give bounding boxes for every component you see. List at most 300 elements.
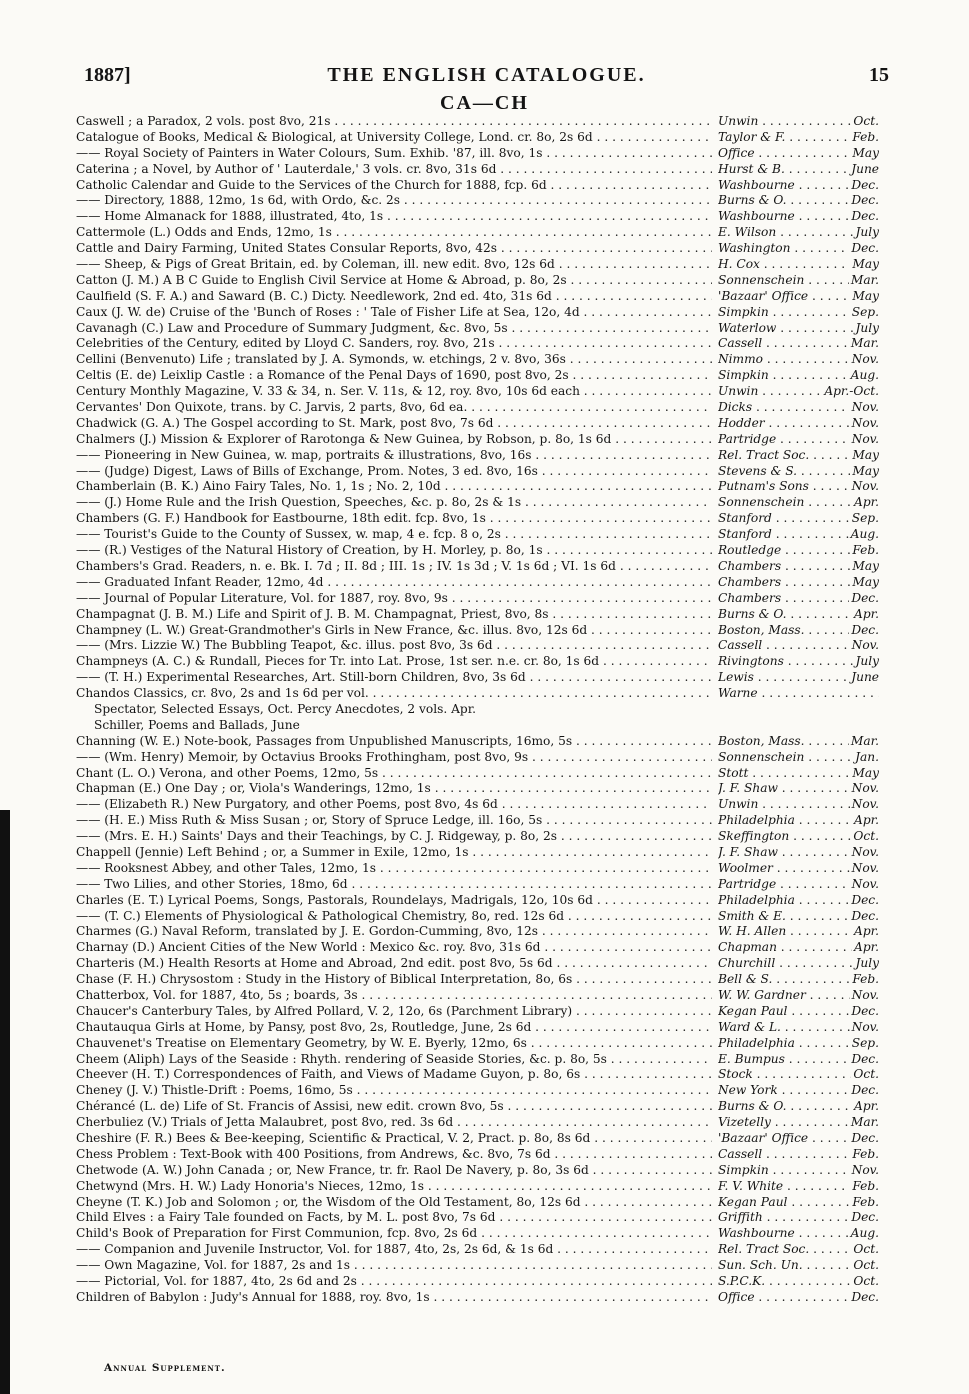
entry-text: Charnay (D.) Ancient Cities of the New World : Mexico &c. roy. 8vo, 31s 6d . . .	[76, 940, 712, 956]
catalogue-entry	[76, 972, 879, 988]
entry-date: Mar.	[850, 1115, 879, 1130]
entry-date: June	[851, 161, 879, 176]
catalogue-entry	[76, 575, 879, 591]
entry-publisher: Nimmo . . .	[718, 352, 879, 368]
catalogue-entry	[76, 368, 879, 384]
entry-date: Nov.	[851, 1162, 879, 1177]
entry-text: —— (T. H.) Experimental Researches, Art. Still-born Children, 8vo, 3s 6d . . .	[76, 670, 712, 686]
entry-publisher: 'Bazaar' Office . . .	[718, 289, 879, 305]
catalogue-entry	[76, 718, 879, 734]
catalogue-entry	[76, 352, 879, 368]
catalogue-entry	[76, 1290, 879, 1306]
entry-date: Aug.	[850, 1226, 879, 1241]
catalogue-entry	[76, 893, 879, 909]
entry-publisher: Chambers . . .	[718, 575, 879, 591]
entry-publisher: Routledge . . .	[718, 543, 879, 559]
entry-publisher: Churchill . . .	[718, 956, 879, 972]
catalogue-entry	[76, 845, 879, 861]
catalogue-entry	[76, 766, 879, 782]
catalogue-entry	[76, 924, 879, 940]
entry-text: Caux (J. W. de) Cruise of the 'Bunch of Roses : ' Tale of Fisher Life at Sea, 12o, 4d . . .	[76, 305, 712, 321]
entry-date: Sep.	[851, 1035, 879, 1050]
entry-date: Dec.	[851, 908, 879, 923]
catalogue-entry	[76, 543, 879, 559]
entry-text: —— (H. E.) Miss Ruth & Miss Susan ; or, Story of Spruce Ledge, ill. 16o, 5s . . .	[76, 813, 712, 829]
entry-text: Cheem (Aliph) Lays of the Seaside : Rhyth. rendering of Seaside Stories, &c. p. 8o, 5s . . .	[76, 1052, 712, 1068]
entry-date: Apr.	[854, 495, 879, 510]
entry-date: July	[855, 320, 879, 335]
catalogue-entry	[76, 1004, 879, 1020]
entry-publisher: Burns & O. . . .	[718, 607, 879, 623]
binding-spine	[0, 810, 10, 1394]
entry-date: Nov.	[851, 431, 879, 446]
entry-text: —— Royal Society of Painters in Water Colours, Sum. Exhib. '87, ill. 8vo, 1s . . .	[76, 146, 712, 162]
entry-publisher: Stanford . . .	[718, 511, 879, 527]
entry-text: Chant (L. O.) Verona, and other Poems, 12mo, 5s . . .	[76, 766, 712, 782]
entry-date: May	[852, 463, 879, 478]
entry-date: Jan.	[855, 749, 879, 764]
catalogue-entry	[76, 1083, 879, 1099]
catalogue-entry	[76, 1036, 879, 1052]
entry-publisher: Skeffington . . .	[718, 829, 879, 845]
entry-publisher: Chambers . . .	[718, 591, 879, 607]
catalogue-entry	[76, 193, 879, 209]
entry-text: Charteris (M.) Health Resorts at Home and Abroad, 2nd edit. post 8vo, 5s 6d . . .	[76, 956, 712, 972]
entry-publisher: J. F. Shaw . . .	[718, 845, 879, 861]
catalogue-entry	[76, 1210, 879, 1226]
entry-publisher: Stott . . .	[718, 766, 879, 782]
entry-date: July	[855, 225, 879, 240]
catalogue-entry	[76, 638, 879, 654]
entry-text: Catholic Calendar and Guide to the Services of the Church for 1888, fcp. 6d . . .	[76, 178, 712, 194]
entry-date: Nov.	[851, 987, 879, 1002]
entry-text: Cattle and Dairy Farming, United States Consular Reports, 8vo, 42s . . .	[76, 241, 712, 257]
catalogue-entry	[76, 654, 879, 670]
entry-text: Chandos Classics, cr. 8vo, 2s and 1s 6d per vol. . . .	[76, 686, 712, 702]
entry-date: Dec.	[851, 241, 879, 256]
entry-publisher: H. Cox . . .	[718, 257, 879, 273]
entry-text: Chauvenet's Treatise on Elementary Geometry, by W. E. Byerly, 12mo, 6s . . .	[76, 1036, 712, 1052]
entry-date: Dec.	[851, 1289, 879, 1304]
entry-date: May	[852, 765, 879, 780]
entry-publisher: Lewis . . .	[718, 670, 879, 686]
catalogue-entry	[76, 321, 879, 337]
catalogue-entry	[76, 797, 879, 813]
catalogue-entry	[76, 162, 879, 178]
entry-text: Cheyne (T. K.) Job and Solomon ; or, the Wisdom of the Old Testament, 8o, 12s 6d . . .	[76, 1195, 712, 1211]
catalogue-entry	[76, 909, 879, 925]
entry-date: Dec.	[851, 1131, 879, 1145]
entry-date: Nov.	[851, 479, 879, 494]
entry-publisher: Office . . .	[718, 1290, 879, 1306]
catalogue-entry	[76, 289, 879, 305]
catalogue-entry	[76, 781, 879, 797]
entry-publisher: Bell & S. . . .	[718, 972, 879, 988]
entry-date: Dec.	[851, 193, 879, 208]
entry-publisher: Sun. Sch. Un. . . .	[718, 1258, 879, 1274]
entry-date: July	[855, 956, 879, 971]
header-title: THE ENGLISH CATALOGUE.	[327, 64, 646, 86]
entry-date: Feb.	[852, 1178, 879, 1193]
entry-text: —— (Judge) Digest, Laws of Bills of Exchange, Prom. Notes, 3 ed. 8vo, 16s . . .	[76, 464, 712, 480]
entry-text: Chalmers (J.) Mission & Explorer of Rarotonga & New Guinea, by Robson, p. 8o, 1s 6d . . .	[76, 432, 712, 448]
entry-publisher: Cassell . . .	[718, 1147, 879, 1163]
entry-text: Chapman (E.) One Day ; or, Viola's Wanderings, 12mo, 1s . . .	[76, 781, 712, 797]
entry-date: Feb.	[852, 972, 879, 987]
catalogue-entry	[76, 495, 879, 511]
entry-publisher: Kegan Paul . . .	[718, 1195, 879, 1211]
entry-text: Charmes (G.) Naval Reform, translated by J. E. Gordon-Cumming, 8vo, 12s . . .	[76, 924, 712, 940]
entry-text: Cheshire (F. R.) Bees & Bee-keeping, Scientific & Practical, V. 2, Pract. p. 8o, 8s 6d . . .	[76, 1131, 712, 1147]
entry-date: Mar.	[850, 336, 879, 351]
entry-text: —— (Mrs. Lizzie W.) The Bubbling Teapot, &c. illus. post 8vo, 3s 6d . . .	[76, 638, 712, 654]
entry-date: Oct.	[853, 1274, 879, 1289]
catalogue-entry	[76, 940, 879, 956]
entry-publisher: Kegan Paul . . .	[718, 1004, 879, 1020]
catalogue-entry	[76, 305, 879, 321]
catalogue-entry	[76, 178, 879, 194]
entry-date: Apr.	[854, 924, 879, 939]
page-header	[84, 64, 889, 92]
catalogue-entry	[76, 559, 879, 575]
entry-text: Charles (E. T.) Lyrical Poems, Songs, Pastorals, Roundelays, Madrigals, 12o, 10s 6d . . .	[76, 893, 712, 909]
entry-text: Champagnat (J. B. M.) Life and Spirit of J. B. M. Champagnat, Priest, 8vo, 8s . . .	[76, 607, 712, 623]
entry-text: Caswell ; a Paradox, 2 vols. post 8vo, 21s . . .	[76, 114, 712, 130]
entry-publisher: E. Bumpus . . .	[718, 1052, 879, 1068]
entry-date: May	[852, 574, 879, 589]
entry-text: Caterina ; a Novel, by Author of ' Lauterdale,' 3 vols. cr. 8vo, 31s 6d . . .	[76, 162, 712, 178]
catalogue-entry	[76, 607, 879, 623]
entry-publisher: Burns & O. . . .	[718, 193, 879, 209]
catalogue-entry	[76, 114, 879, 130]
catalogue-entry	[76, 702, 879, 718]
entry-publisher: Sonnenschein . . .	[718, 273, 879, 289]
entry-date: Dec.	[851, 622, 879, 637]
catalogue-entry	[76, 400, 879, 416]
entry-date: Dec.	[851, 1210, 879, 1225]
entry-text: —— Two Lilies, and other Stories, 18mo, 6d . . .	[76, 877, 712, 893]
entry-date: Nov.	[851, 876, 879, 891]
entry-publisher: F. V. White . . .	[718, 1179, 879, 1195]
entry-publisher: Partridge . . .	[718, 877, 879, 893]
catalogue-entry	[76, 273, 879, 289]
entry-date: Oct.	[853, 1242, 879, 1257]
catalogue-entry	[76, 1195, 879, 1211]
entry-text: —— Companion and Juvenile Instructor, Vol. for 1887, 4to, 2s, 2s 6d, & 1s 6d . . .	[76, 1242, 712, 1258]
entry-text: Catton (J. M.) A B C Guide to English Civil Service at Home & Abroad, p. 8o, 2s . . .	[76, 273, 712, 289]
entry-date: Apr.	[854, 606, 879, 621]
entry-publisher: Office . . .	[718, 146, 879, 162]
entry-text: Celtis (E. de) Leixlip Castle : a Romance of the Penal Days of 1690, post 8vo, 2s . . .	[76, 368, 712, 384]
entry-publisher: Stevens & S. . . .	[718, 464, 879, 480]
catalogue-entry	[76, 130, 879, 146]
entry-text: Chetwode (A. W.) John Canada ; or, New France, tr. fr. Raol De Navery, p. 8o, 3s 6d . . .	[76, 1163, 712, 1179]
entry-date: Nov.	[851, 638, 879, 653]
catalogue-entry	[76, 670, 879, 686]
entry-publisher: E. Wilson . . .	[718, 225, 879, 241]
catalogue-entry	[76, 686, 879, 702]
catalogue-entry	[76, 336, 879, 352]
entry-date: Dec.	[851, 1003, 879, 1018]
entry-publisher: Rel. Tract Soc. . . .	[718, 448, 879, 464]
catalogue-entry	[76, 511, 879, 527]
entry-date: Nov.	[851, 1019, 879, 1034]
entry-text: Chérancé (L. de) Life of St. Francis of Assisi, new edit. crown 8vo, 5s . . .	[76, 1099, 712, 1115]
entry-publisher: Waterlow . . .	[718, 321, 879, 337]
entry-date: Mar.	[850, 272, 879, 287]
entry-publisher: Simpkin . . .	[718, 305, 879, 321]
entry-text: —— (Mrs. E. H.) Saints' Days and their Teachings, by C. J. Ridgeway, p. 8o, 2s . . .	[76, 829, 712, 845]
footer-note: Annual Supplement.	[104, 1362, 226, 1374]
entry-text: —— Sheep, & Pigs of Great Britain, ed. by Coleman, ill. new edit. 8vo, 12s 6d . . .	[76, 257, 712, 273]
entry-date: Nov.	[851, 352, 879, 367]
entry-publisher: Boston, Mass. . . .	[718, 734, 879, 750]
entry-text: Champneys (A. C.) & Rundall, Pieces for Tr. into Lat. Prose, 1st ser. n.e. cr. 8o, 1s 6d . . .	[76, 654, 712, 670]
entry-date: Nov.	[851, 797, 879, 812]
catalogue-entry	[76, 1052, 879, 1068]
entry-date: May	[852, 257, 879, 272]
entry-text: —— Journal of Popular Literature, Vol. for 1887, roy. 8vo, 9s . . .	[76, 591, 712, 607]
entry-publisher: Unwin . . .	[718, 114, 879, 130]
entry-publisher: W. H. Allen . . .	[718, 924, 879, 940]
header-year: 1887]	[84, 64, 131, 86]
entry-publisher: Washbourne . . .	[718, 178, 879, 194]
entry-publisher: Philadelphia . . .	[718, 813, 879, 829]
entry-publisher: Cassell . . .	[718, 638, 879, 654]
entry-text: Chetwynd (Mrs. H. W.) Lady Honoria's Nieces, 12mo, 1s . . .	[76, 1179, 712, 1195]
entry-text: Children of Babylon : Judy's Annual for 1888, roy. 8vo, 1s . . .	[76, 1290, 712, 1306]
entry-date: Apr.-Oct.	[824, 384, 879, 399]
entry-date: Mar.	[850, 733, 879, 748]
entry-date: Dec.	[851, 892, 879, 907]
entry-publisher: Unwin . . .	[718, 384, 879, 400]
entry-publisher: Stock . . .	[718, 1067, 879, 1083]
entry-publisher: Dicks . . .	[718, 400, 879, 416]
entry-date: Feb.	[852, 1146, 879, 1161]
entry-publisher: Simpkin . . .	[718, 368, 879, 384]
entry-date: Oct.	[853, 1258, 879, 1273]
entry-publisher: Rivingtons . . .	[718, 654, 879, 670]
entry-publisher: Washbourne . . .	[718, 1226, 879, 1242]
entry-date: May	[852, 288, 879, 303]
entry-date: Dec.	[851, 590, 879, 605]
entry-text: Cheever (H. T.) Correspondences of Faith, and Views of Madame Guyon, p. 8o, 6s . . .	[76, 1067, 712, 1083]
entry-publisher: J. F. Shaw . . .	[718, 781, 879, 797]
entry-publisher: Chambers . . .	[718, 559, 879, 575]
entry-text: Champney (L. W.) Great-Grandmother's Girls in New France, &c. illus. 8vo, 12s 6d . . .	[76, 623, 712, 639]
entry-date: Nov.	[851, 400, 879, 415]
entry-text: Chess Problem : Text-Book with 400 Positions, from Andrews, &c. 8vo, 7s 6d . . .	[76, 1147, 712, 1163]
entry-publisher: Stanford . . .	[718, 527, 879, 543]
entry-text: —— Graduated Infant Reader, 12mo, 4d . . .	[76, 575, 712, 591]
entry-publisher: W. W. Gardner . . .	[718, 988, 879, 1004]
entry-date: Oct.	[853, 114, 879, 128]
catalogue-entry	[76, 225, 879, 241]
catalogue-entry	[76, 1179, 879, 1195]
catalogue-entry	[76, 1242, 879, 1258]
catalogue-entry	[76, 829, 879, 845]
catalogue-entry	[76, 1099, 879, 1115]
catalogue-entry	[76, 1131, 879, 1147]
entry-text: Cervantes' Don Quixote, trans. by C. Jarvis, 2 parts, 8vo, 6d ea. . . .	[76, 400, 712, 416]
entry-text: Chadwick (G. A.) The Gospel according to St. Mark, post 8vo, 7s 6d . . .	[76, 416, 712, 432]
entry-text: Chatterbox, Vol. for 1887, 4to, 5s ; boards, 3s . . .	[76, 988, 712, 1004]
catalogue-entry	[76, 1226, 879, 1242]
entry-text: —— (Elizabeth R.) New Purgatory, and other Poems, post 8vo, 4s 6d . . .	[76, 797, 712, 813]
catalogue-entry	[76, 241, 879, 257]
entry-date: Dec.	[851, 1083, 879, 1098]
entry-publisher: Woolmer . . .	[718, 861, 879, 877]
catalogue-entry	[76, 1020, 879, 1036]
catalogue-list	[76, 114, 879, 1306]
entry-text: Chamberlain (B. K.) Aino Fairy Tales, No. 1, 1s ; No. 2, 10d . . .	[76, 479, 712, 495]
entry-date: Dec.	[851, 1051, 879, 1066]
entry-text: —— Home Almanack for 1888, illustrated, 4to, 1s . . .	[76, 209, 712, 225]
entry-date: May	[852, 558, 879, 573]
catalogue-entry	[76, 432, 879, 448]
entry-text: Cheney (J. V.) Thistle-Drift : Poems, 16mo, 5s . . .	[76, 1083, 712, 1099]
catalogue-entry	[76, 1115, 879, 1131]
entry-publisher: 'Bazaar' Office . . .	[718, 1131, 879, 1147]
entry-text: Chaucer's Canterbury Tales, by Alfred Pollard, V. 2, 12o, 6s (Parchment Library) . . .	[76, 1004, 712, 1020]
entry-publisher: Ward & L. . . .	[718, 1020, 879, 1036]
entry-text: Child's Book of Preparation for First Communion, fcp. 8vo, 2s 6d . . .	[76, 1226, 712, 1242]
entry-publisher: Warne . . .	[718, 686, 879, 702]
entry-publisher: Hodder . . .	[718, 416, 879, 432]
entry-date: Dec.	[851, 209, 879, 224]
catalogue-entry	[76, 416, 879, 432]
entry-date: Apr.	[854, 940, 879, 955]
entry-date: Feb.	[852, 1194, 879, 1209]
entry-publisher: Sonnenschein . . .	[718, 750, 879, 766]
entry-text: Cherbuliez (V.) Trials of Jetta Malaubret, post 8vo, red. 3s 6d . . .	[76, 1115, 712, 1131]
entry-text: Chappell (Jennie) Left Behind ; or, a Summer in Exile, 12mo, 1s . . .	[76, 845, 712, 861]
entry-date: July	[855, 654, 879, 669]
catalogue-entry	[76, 146, 879, 162]
entry-publisher: Simpkin . . .	[718, 1163, 879, 1179]
catalogue-entry	[76, 750, 879, 766]
entry-text: Child Elves : a Fairy Tale founded on Facts, by M. L. post 8vo, 7s 6d . . .	[76, 1210, 712, 1226]
entry-date: June	[851, 670, 879, 685]
entry-publisher: Chapman . . .	[718, 940, 879, 956]
entry-publisher: Smith & E. . . .	[718, 909, 879, 925]
entry-date: Nov.	[851, 844, 879, 859]
section-heading: CA—CH	[440, 92, 529, 114]
entry-publisher: Taylor & F. . . .	[718, 130, 879, 146]
entry-text: —— (Wm. Henry) Memoir, by Octavius Brooks Frothingham, post 8vo, 9s . . .	[76, 750, 712, 766]
catalogue-entry	[76, 1147, 879, 1163]
catalogue-entry	[76, 527, 879, 543]
entry-publisher: Cassell . . .	[718, 336, 879, 352]
catalogue-entry	[76, 1258, 879, 1274]
entry-date: Feb.	[852, 129, 879, 144]
catalogue-entry	[76, 988, 879, 1004]
entry-date: Feb.	[852, 543, 879, 558]
catalogue-entry	[76, 1067, 879, 1083]
catalogue-entry	[76, 734, 879, 750]
entry-text: Caulfield (S. F. A.) and Saward (B. C.) Dicty. Needlework, 2nd ed. 4to, 31s 6d . . .	[76, 289, 712, 305]
entry-text: —— (R.) Vestiges of the Natural History of Creation, by H. Morley, p. 8o, 1s . . .	[76, 543, 712, 559]
entry-publisher: Putnam's Sons . . .	[718, 479, 879, 495]
entry-text: Spectator, Selected Essays, Oct. Percy Anecdotes, 2 vols. Apr.	[94, 701, 477, 716]
entry-publisher: Griffith . . .	[718, 1210, 879, 1226]
entry-date: Oct.	[853, 1067, 879, 1082]
entry-text: Cattermole (L.) Odds and Ends, 12mo, 1s . . .	[76, 225, 712, 241]
entry-date: Nov.	[851, 415, 879, 430]
entry-date: Aug.	[850, 527, 879, 542]
entry-publisher: Hurst & B. . . .	[718, 162, 879, 178]
entry-date: Nov.	[851, 860, 879, 875]
entry-text: —— Pioneering in New Guinea, w. map, portraits & illustrations, 8vo, 16s . . .	[76, 448, 712, 464]
entry-publisher: Partridge . . .	[718, 432, 879, 448]
entry-text: Cellini (Benvenuto) Life ; translated by J. A. Symonds, w. etchings, 2 v. 8vo, 36s . . .	[76, 352, 712, 368]
entry-text: —— (T. C.) Elements of Physiological & Pathological Chemistry, 8o, red. 12s 6d . . .	[76, 909, 712, 925]
entry-text: —— Tourist's Guide to the County of Sussex, w. map, 4 e. fcp. 8 o, 2s . . .	[76, 527, 712, 543]
entry-publisher: New York . . .	[718, 1083, 879, 1099]
entry-publisher: Unwin . . .	[718, 797, 879, 813]
entry-publisher: Washington . . .	[718, 241, 879, 257]
entry-date: Dec.	[851, 177, 879, 192]
catalogue-entry	[76, 1274, 879, 1290]
page-number: 15	[869, 64, 889, 86]
entry-publisher: Philadelphia . . .	[718, 1036, 879, 1052]
entry-publisher: Vizetelly . . .	[718, 1115, 879, 1131]
entry-text: Chambers's Grad. Readers, n. e. Bk. I. 7d ; II. 8d ; III. 1s ; IV. 1s 3d ; V. 1s 6d ; VI. 1s 6d . . .	[76, 559, 712, 575]
entry-publisher: Washbourne . . .	[718, 209, 879, 225]
catalogue-entry	[76, 448, 879, 464]
entry-text: Channing (W. E.) Note-book, Passages from Unpublished Manuscripts, 16mo, 5s . . .	[76, 734, 712, 750]
entry-text: Celebrities of the Century, edited by Lloyd C. Sanders, roy. 8vo, 21s . . .	[76, 336, 712, 352]
entry-text: Cavanagh (C.) Law and Procedure of Summary Judgment, &c. 8vo, 5s . . .	[76, 321, 712, 337]
entry-text: —— Rooksnest Abbey, and other Tales, 12mo, 1s . . .	[76, 861, 712, 877]
catalogue-entry	[76, 591, 879, 607]
entry-date: May	[852, 145, 879, 160]
entry-text: Schiller, Poems and Ballads, June	[94, 717, 300, 732]
catalogue-entry	[76, 464, 879, 480]
catalogue-entry	[76, 877, 879, 893]
entry-publisher: S.P.C.K. . . .	[718, 1274, 879, 1290]
catalogue-entry	[76, 956, 879, 972]
entry-text: Chambers (G. F.) Handbook for Eastbourne, 18th edit. fcp. 8vo, 1s . . .	[76, 511, 712, 527]
entry-text: —— Directory, 1888, 12mo, 1s 6d, with Ordo, &c. 2s . . .	[76, 193, 712, 209]
entry-text: —— (J.) Home Rule and the Irish Question, Speeches, &c. p. 8o, 2s & 1s . . .	[76, 495, 712, 511]
entry-text: —— Pictorial, Vol. for 1887, 4to, 2s 6d and 2s . . .	[76, 1274, 712, 1290]
entry-date: Nov.	[851, 781, 879, 796]
entry-text: Chautauqua Girls at Home, by Pansy, post 8vo, 2s, Routledge, June, 2s 6d . . .	[76, 1020, 712, 1036]
entry-publisher: Sonnenschein . . .	[718, 495, 879, 511]
entry-date: Oct.	[853, 829, 879, 844]
entry-publisher: Boston, Mass. . . .	[718, 623, 879, 639]
entry-publisher: Philadelphia . . .	[718, 893, 879, 909]
catalogue-entry	[76, 623, 879, 639]
entry-date: Apr.	[854, 1099, 879, 1114]
entry-publisher: Burns & O. . . .	[718, 1099, 879, 1115]
entry-text: Chase (F. H.) Chrysostom : Study in the History of Biblical Interpretation, 8o, 6s . . .	[76, 972, 712, 988]
entry-date: Apr.	[854, 813, 879, 828]
entry-date: May	[852, 447, 879, 462]
entry-date: Aug.	[850, 368, 879, 383]
entry-text: —— Own Magazine, Vol. for 1887, 2s and 1s . . .	[76, 1258, 712, 1274]
entry-date: Sep.	[851, 304, 879, 319]
catalogue-entry	[76, 479, 879, 495]
catalogue-entry	[76, 257, 879, 273]
catalogue-entry	[76, 1163, 879, 1179]
entry-publisher: Rel. Tract Soc. . . .	[718, 1242, 879, 1258]
entry-date: Sep.	[851, 511, 879, 526]
entry-text: Catalogue of Books, Medical & Biological, at University College, Lond. cr. 8o, 2s 6d . . .	[76, 130, 712, 146]
catalogue-entry	[76, 861, 879, 877]
catalogue-entry	[76, 813, 879, 829]
